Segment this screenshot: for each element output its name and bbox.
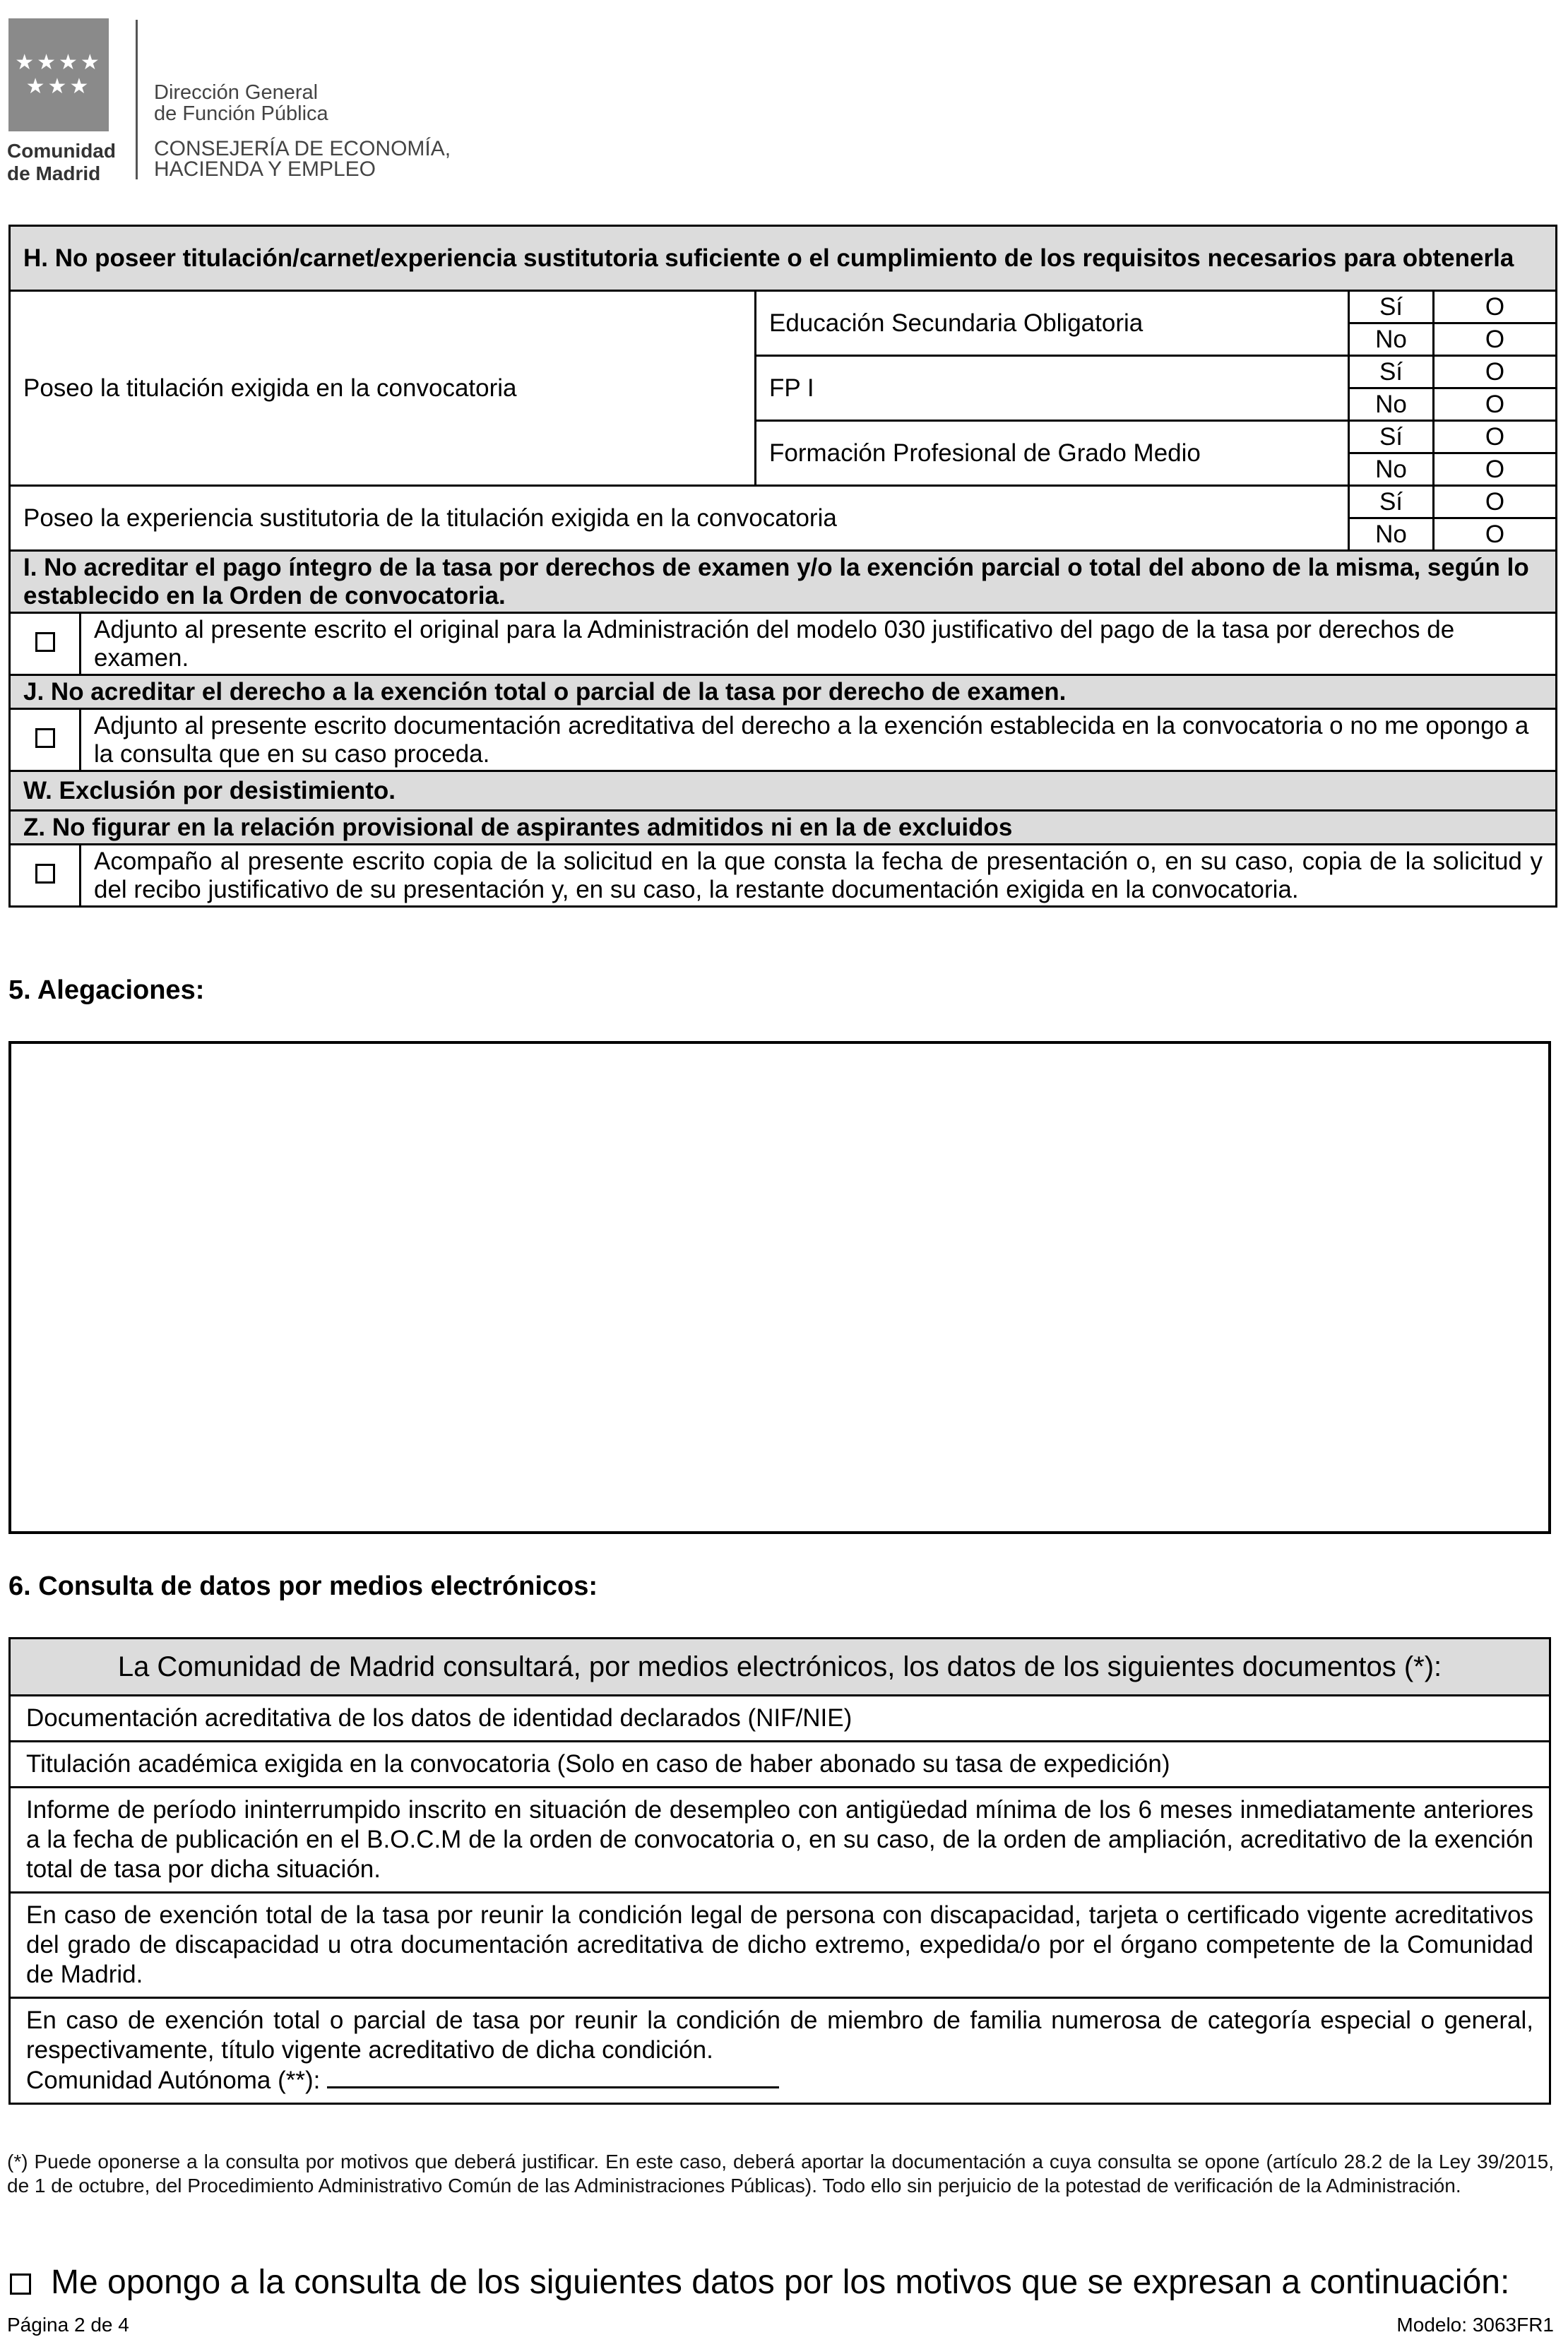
yes-label: Sí bbox=[1349, 486, 1434, 518]
oppose-option[interactable] bbox=[10, 2263, 1509, 2302]
section-z-checkbox[interactable] bbox=[10, 845, 81, 907]
ccaa-input[interactable] bbox=[327, 2065, 779, 2088]
section-i-checkbox[interactable] bbox=[10, 613, 81, 675]
exclusion-causes-table bbox=[8, 225, 1557, 908]
section-z-text: Acompaño al presente escrito copia de la solicitud en la que consta la fecha de presentación o, en su caso, copia de la solicitud y del recibo justificativo de su presentación y, en su caso, la restante documentación exigida en la convocatoria. bbox=[81, 845, 1557, 907]
section-j-checkbox[interactable] bbox=[10, 709, 81, 771]
option-eso: Educación Secundaria Obligatoria bbox=[756, 291, 1349, 356]
yes-label: Sí bbox=[1349, 291, 1434, 323]
footnote: (*) Puede oponerse a la consulta por motivos que deberá justificar. En este caso, deberá aportar la documentación a cuya consulta se opone (artículo 28.2 de la Ley 39/2015, de 1 de octubre, del Procedimiento Administrativo Común de las Administraciones Públicas). Todo ello sin perjuicio de la potestad de verificación de la Administración. bbox=[7, 2151, 1554, 2197]
consulta-row: Titulación académica exigida en la convocatoria (Solo en caso de haber abonado su tasa de expedición) bbox=[10, 1742, 1550, 1788]
department-name: Dirección General de Función Pública bbox=[154, 81, 328, 125]
radio-fp1-yes[interactable]: O bbox=[1434, 356, 1557, 388]
oppose-text: Me opongo a la consulta de los siguientes datos por los motivos que se expresan a continuación: bbox=[51, 2264, 1510, 2301]
radio-fpgm-no[interactable]: O bbox=[1434, 453, 1557, 486]
section-h-title: H. No poseer titulación/carnet/experiencia sustitutoria suficiente o el cumplimiento de los requisitos necesarios para obtenerla bbox=[10, 226, 1557, 291]
alegaciones-textarea[interactable] bbox=[8, 1041, 1551, 1534]
no-label: No bbox=[1349, 388, 1434, 421]
section-5-title: 5. Alegaciones: bbox=[8, 975, 205, 1005]
consulta-header: La Comunidad de Madrid consultará, por medios electrónicos, los datos de los siguientes documentos (*): bbox=[10, 1639, 1550, 1696]
page-number: Página 2 de 4 bbox=[7, 2314, 129, 2336]
titulacion-label: Poseo la titulación exigida en la convocatoria bbox=[10, 291, 756, 486]
section-i-text: Adjunto al presente escrito el original para la Administración del modelo 030 justificativo del pago de la tasa por derechos de examen. bbox=[81, 613, 1557, 675]
consulta-row: Informe de período ininterrumpido inscrito en situación de desempleo con antigüedad mínima de los 6 meses inmediatamente anteriores a la fecha de publicación en el B.O.C.M de la orden de convocatoria o, en su caso, de la orden de ampliación, acreditativo de la exención total de tasa por dicha situación. bbox=[10, 1788, 1550, 1893]
ccaa-field bbox=[26, 2065, 1533, 2096]
consulta-row-familia bbox=[10, 1998, 1550, 2104]
consejeria-name: CONSEJERÍA DE ECONOMÍA, HACIENDA Y EMPLEO bbox=[154, 137, 451, 181]
radio-fpgm-yes[interactable]: O bbox=[1434, 421, 1557, 453]
section-j-title: J. No acreditar el derecho a la exención total o parcial de la tasa por derecho de examen. bbox=[10, 675, 1557, 709]
yes-label: Sí bbox=[1349, 421, 1434, 453]
no-label: No bbox=[1349, 323, 1434, 356]
section-w-title: W. Exclusión por desistimiento. bbox=[10, 771, 1557, 811]
radio-eso-no[interactable]: O bbox=[1434, 323, 1557, 356]
star-icons: ★★★★ ★★★ bbox=[15, 51, 102, 98]
checkbox-icon[interactable] bbox=[10, 2273, 31, 2295]
consulta-row: En caso de exención total de la tasa por reunir la condición legal de persona con discapacidad, tarjeta o certificado vigente acreditativos del grado de discapacidad u otra documentación acreditativa de dicho extremo, expedida/o por el órgano competente de la Comunidad de Madrid. bbox=[10, 1893, 1550, 1998]
section-i-title: I. No acreditar el pago íntegro de la tasa por derechos de examen y/o la exención parcial o total del abono de la misma, según lo establecido en la Orden de convocatoria. bbox=[10, 551, 1557, 613]
section-z-title: Z. No figurar en la relación provisional de aspirantes admitidos ni en la de excluidos bbox=[10, 811, 1557, 845]
ccaa-label: Comunidad Autónoma (**): bbox=[26, 2067, 321, 2094]
experiencia-label: Poseo la experiencia sustitutoria de la titulación exigida en la convocatoria bbox=[10, 486, 1349, 551]
header-divider bbox=[136, 20, 138, 179]
org-name: Comunidad de Madrid bbox=[7, 140, 116, 184]
radio-fp1-no[interactable]: O bbox=[1434, 388, 1557, 421]
radio-exp-yes[interactable]: O bbox=[1434, 486, 1557, 518]
section-j-text: Adjunto al presente escrito documentación acreditativa del derecho a la exención establecida en la convocatoria o no me opongo a la consulta que en su caso proceda. bbox=[81, 709, 1557, 771]
yes-label: Sí bbox=[1349, 356, 1434, 388]
consulta-row: Documentación acreditativa de los datos de identidad declarados (NIF/NIE) bbox=[10, 1696, 1550, 1742]
checkbox-icon bbox=[35, 864, 55, 884]
consulta-table bbox=[8, 1637, 1551, 2105]
option-fp1: FP I bbox=[756, 356, 1349, 421]
option-fp-grado-medio: Formación Profesional de Grado Medio bbox=[756, 421, 1349, 486]
radio-eso-yes[interactable]: O bbox=[1434, 291, 1557, 323]
radio-exp-no[interactable]: O bbox=[1434, 518, 1557, 551]
no-label: No bbox=[1349, 453, 1434, 486]
no-label: No bbox=[1349, 518, 1434, 551]
section-6-title: 6. Consulta de datos por medios electrónicos: bbox=[8, 1571, 598, 1601]
familia-text: En caso de exención total o parcial de tasa por reunir la condición de miembro de familia numerosa de categoría especial o general, respectivamente, título vigente acreditativo de dicha condición. bbox=[26, 2007, 1533, 2064]
model-number: Modelo: 3063FR1 bbox=[1396, 2314, 1554, 2336]
checkbox-icon bbox=[35, 632, 55, 652]
checkbox-icon bbox=[35, 728, 55, 748]
